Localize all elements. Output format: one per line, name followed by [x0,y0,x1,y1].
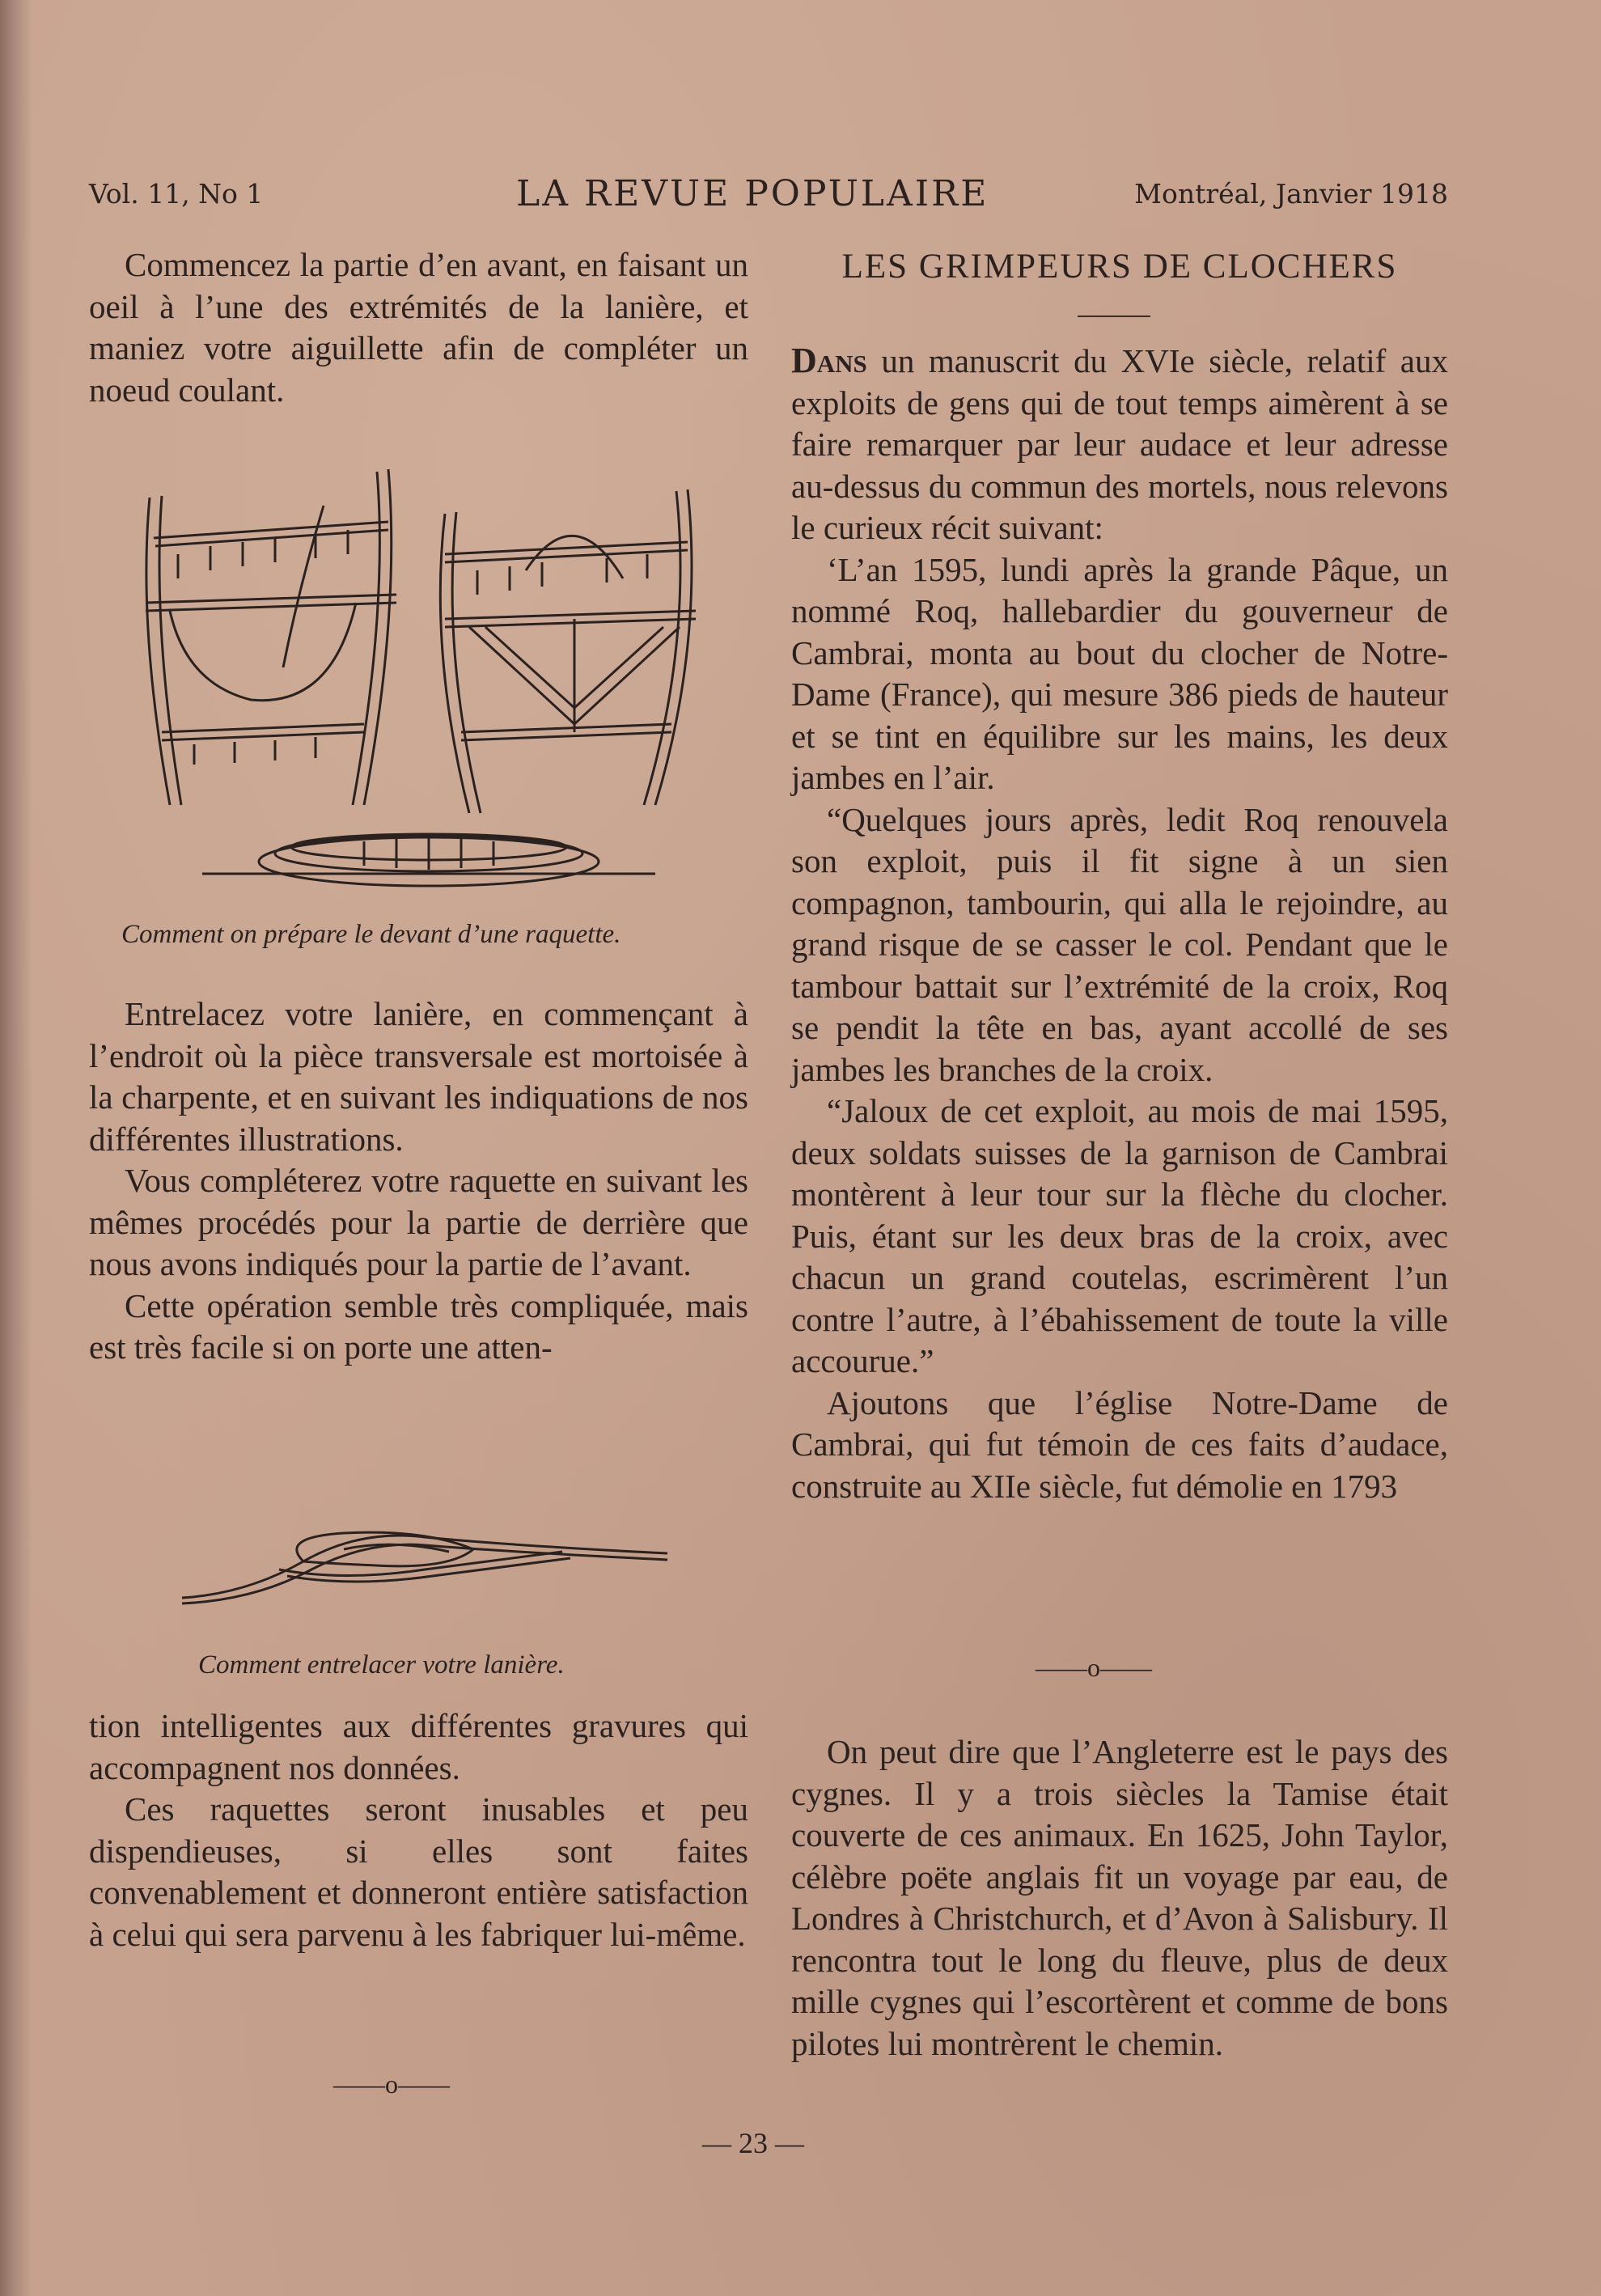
left-column-bottom [89,1705,748,1955]
right-paragraph-5: Ajoutons que l’église Notre-Dame de Cambrai, qui fut témoin de ces faits d’audace, construite au XIIe siècle, fut démolie en 1793 [791,1383,1448,1505]
right-column [791,247,1448,286]
volume-number: Vol. 11, No 1 [89,178,264,210]
right-column-body [791,340,1448,1507]
publication-title: LA REVUE POPULAIRE [516,173,989,214]
figure-caption-front: Comment on prépare le devant d’une raquette. [121,920,621,949]
right-paragraph-2: ‘L’an 1595, lundi après la grande Pâque, un nommé Roq, hallebardier du gouverneur de Cambrai, monta au bout du clocher de Notre-Dame (France), qui mesure 386 pieds de hauteur et se tint en équilibre sur les mains, les deux jambes en l’air. [791,550,1448,796]
running-header [89,173,1448,222]
article-title: LES GRIMPEURS DE CLOCHERS [841,248,1398,286]
binding-edge [0,0,32,2296]
issue-date: Montréal, Janvier 1918 [1134,178,1448,210]
right-column-bottom [791,1731,1448,2065]
left-column-middle [89,993,748,1369]
left-separator: ——o—— [333,2069,450,2099]
right-paragraph-6: On peut dire que l’Angleterre est le pays des cygnes. Il y a trois siècles la Tamise était couverte de ces animaux. En 1625, John Taylor, célèbre poëte anglais fit un voyage par eau, de Londres à Christchurch, et d’Avon à Salisbury. Il rencontra tout le long du fleuve, plus de deux mille cygnes qui l’escortèrent et comme de bons pilotes lui montrèrent le chemin. [791,1733,1448,2062]
drop-cap: Dans [791,341,867,380]
title-rule [1078,316,1150,317]
right-paragraph-4: “Jaloux de cet exploit, au mois de mai 1595, deux soldats suisses de la garnison de Cambrai montèrent à leur tour sur la flèche du clocher. Puis, étant sur les deux bras de la croix, avec chacun un grand coutelas, escrimèrent l’un contre l’autre, à l’ébahissement de toute la ville accourue.” [791,1092,1448,1379]
left-paragraph-6: Ces raquettes seront inusables et peu dispendieuses, si elles sont faites convenablement et donneront entière satisfaction à celui qui sera parvenu à les fabriquer lui-même. [89,1790,748,1953]
left-paragraph-3: Vous compléterez votre raquette en suivant les mêmes procédés pour la partie de derrière que nous avons indiqués pour la partie de l’avant. [89,1162,748,1282]
figure-caption-lacing: Comment entrelacer votre lanière. [198,1650,565,1680]
left-paragraph-4: Cette opération semble très compliquée, mais est très facile si on porte une atten- [89,1286,748,1366]
left-paragraph-1: Commencez la partie d’en avant, en faisant un oeil à l’une des extrémités de la lanière, et maniez votre aiguillette afin de compléter un noeud coulant. [89,246,748,409]
right-paragraph-1 [791,340,1448,549]
right-separator: ——o—— [1036,1653,1152,1682]
left-column-top [89,244,748,411]
snowshoe-front-illustration [121,465,736,918]
left-paragraph-2: Entrelacez votre lanière, en commençant à l’endroit où la pièce transversale est mortoisée à la charpente, et en suivant les indiquations de nos différentes illustrations. [89,995,748,1158]
left-paragraph-5: tion intelligentes aux différentes gravures qui accompagnent nos données. [89,1707,748,1786]
right-paragraph-1-text: un manuscrit du XVIe siècle, relatif aux exploits de gens qui de tout temps aimèrent à se faire remarquer par leur audace et leur adresse au-dessus du commun des mortels, nous relevons le curieux récit suivant: [791,342,1448,546]
page-number: — 23 — [702,2127,804,2159]
lacing-knot-illustration [182,1505,676,1618]
right-paragraph-3: “Quelques jours après, ledit Roq renouvela son exploit, puis il fit signe à un sien compagnon, tambourin, qui alla le rejoindre, au grand risque de se casser le col. Pendant que le tambour battait sur l’extrémité de la croix, Roq se pendit la tête en bas, ayant accollé de ses jambes les branches de la croix. [791,800,1448,1088]
